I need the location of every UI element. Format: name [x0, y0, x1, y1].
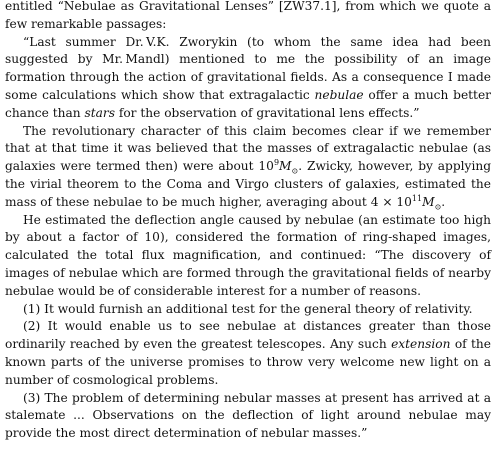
quote-emphasis-stars: stars — [84, 105, 115, 120]
reason-2-paragraph — [5, 318, 491, 389]
solar-mass-symbol-1: $M_⊙$ — [279, 159, 299, 176]
reason-2-text-2: of the known parts of the universe promises to throw very welcome new light on a number of cosmological problems. — [5, 337, 491, 387]
intro-text: entitled “Nebulae as Gravitational Lenses” [ZW37.1], from which we quote a few remarkable passages: — [5, 0, 491, 31]
solar-mass-symbol-2: $M_⊙$ — [422, 194, 442, 212]
reason-2-emphasis-extension: extension — [391, 337, 451, 352]
quote-text-2: offer a much better chance than — [5, 87, 491, 120]
quote-emphasis-nebulae: nebulae — [314, 87, 364, 102]
reason-2-text-1: (2) It would enable us to see nebulae at distances greater than those ordinarily reached by even the greatest telescopes. Any such — [5, 319, 491, 352]
reason-3-paragraph — [5, 390, 491, 443]
quote-text-3: for the observation of gravitational lens effects.” — [114, 105, 420, 120]
mass-text-3: . — [441, 194, 446, 209]
mass-text-2: . Zwicky, however, by applying the virial theorem to the Coma and Virgo clusters of galaxies, estimated the mass of these nebulae to be much higher, averaging about 4 × 10 — [5, 159, 491, 209]
reason-1-text: (1) It would furnish an additional test for the general theory of relativity. — [23, 301, 473, 316]
page-body — [5, 0, 491, 443]
intro-paragraph — [5, 0, 491, 34]
reason-3-text: (3) The problem of determining nebular masses at present has arrived at a stalemate ... Observations on the deflection of light around nebulae may provide the most direct determination of nebular masses.” — [5, 390, 491, 441]
mass-paragraph — [5, 123, 491, 212]
reason-1-paragraph — [5, 301, 491, 319]
deflection-paragraph — [5, 212, 491, 301]
mass-text-1: The revolutionary character of this claim becomes clear if we remember that at that time it was believed that the masses of extragalactic nebulae (as galaxies were termed then) were about 10 — [5, 123, 491, 174]
deflection-text: He estimated the deflection angle caused by nebulae (an estimate too high by about a factor of 10), considered the formation of ring-shaped images, calculated the total flux magnification, and continued: “The discovery of images of nebulae which are formed through the gravitational fields of nearby nebulae would be of considerable interest for a number of reasons. — [5, 212, 491, 298]
quote-paragraph-first — [5, 34, 491, 123]
quote-text-1: “Last summer Dr. V.K. Zworykin (to whom the same idea had been suggested by Mr. Mandl) mentioned to me the possibility of an image formation through the action of gravitational fields. As a consequence I made some calculations which show that extragalactic — [5, 34, 491, 102]
exponent-9: 9 — [273, 158, 280, 168]
exponent-11: 11 — [411, 193, 423, 203]
